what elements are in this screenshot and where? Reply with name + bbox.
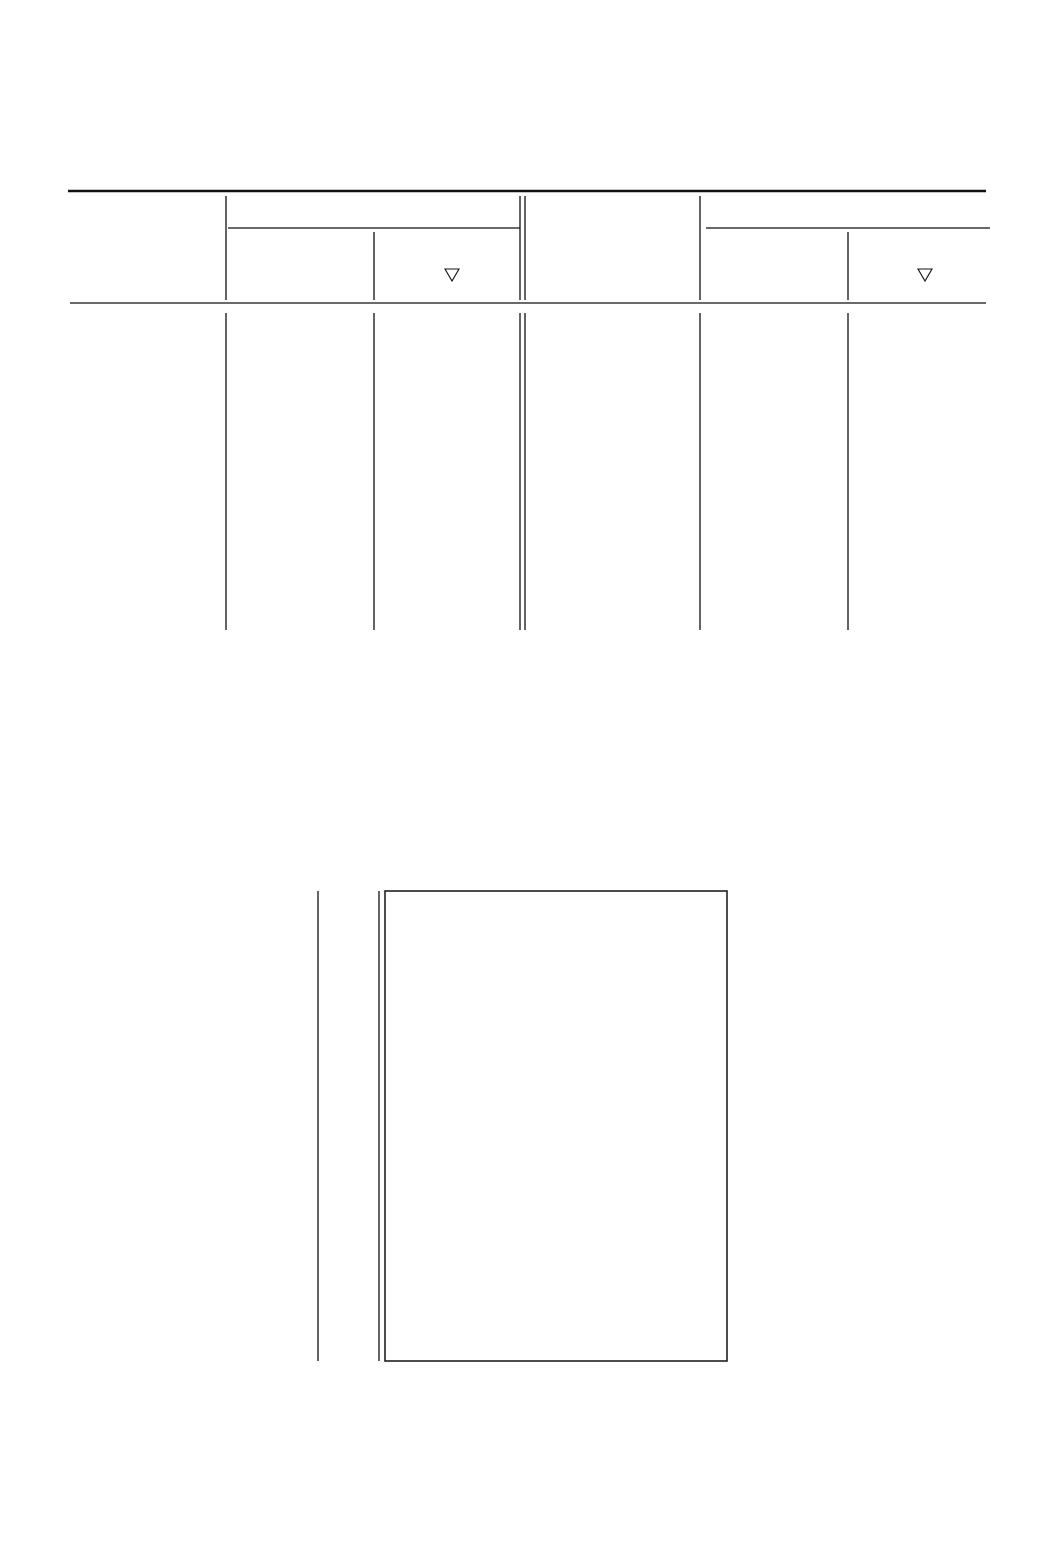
nomogram-frame [385,891,727,1361]
